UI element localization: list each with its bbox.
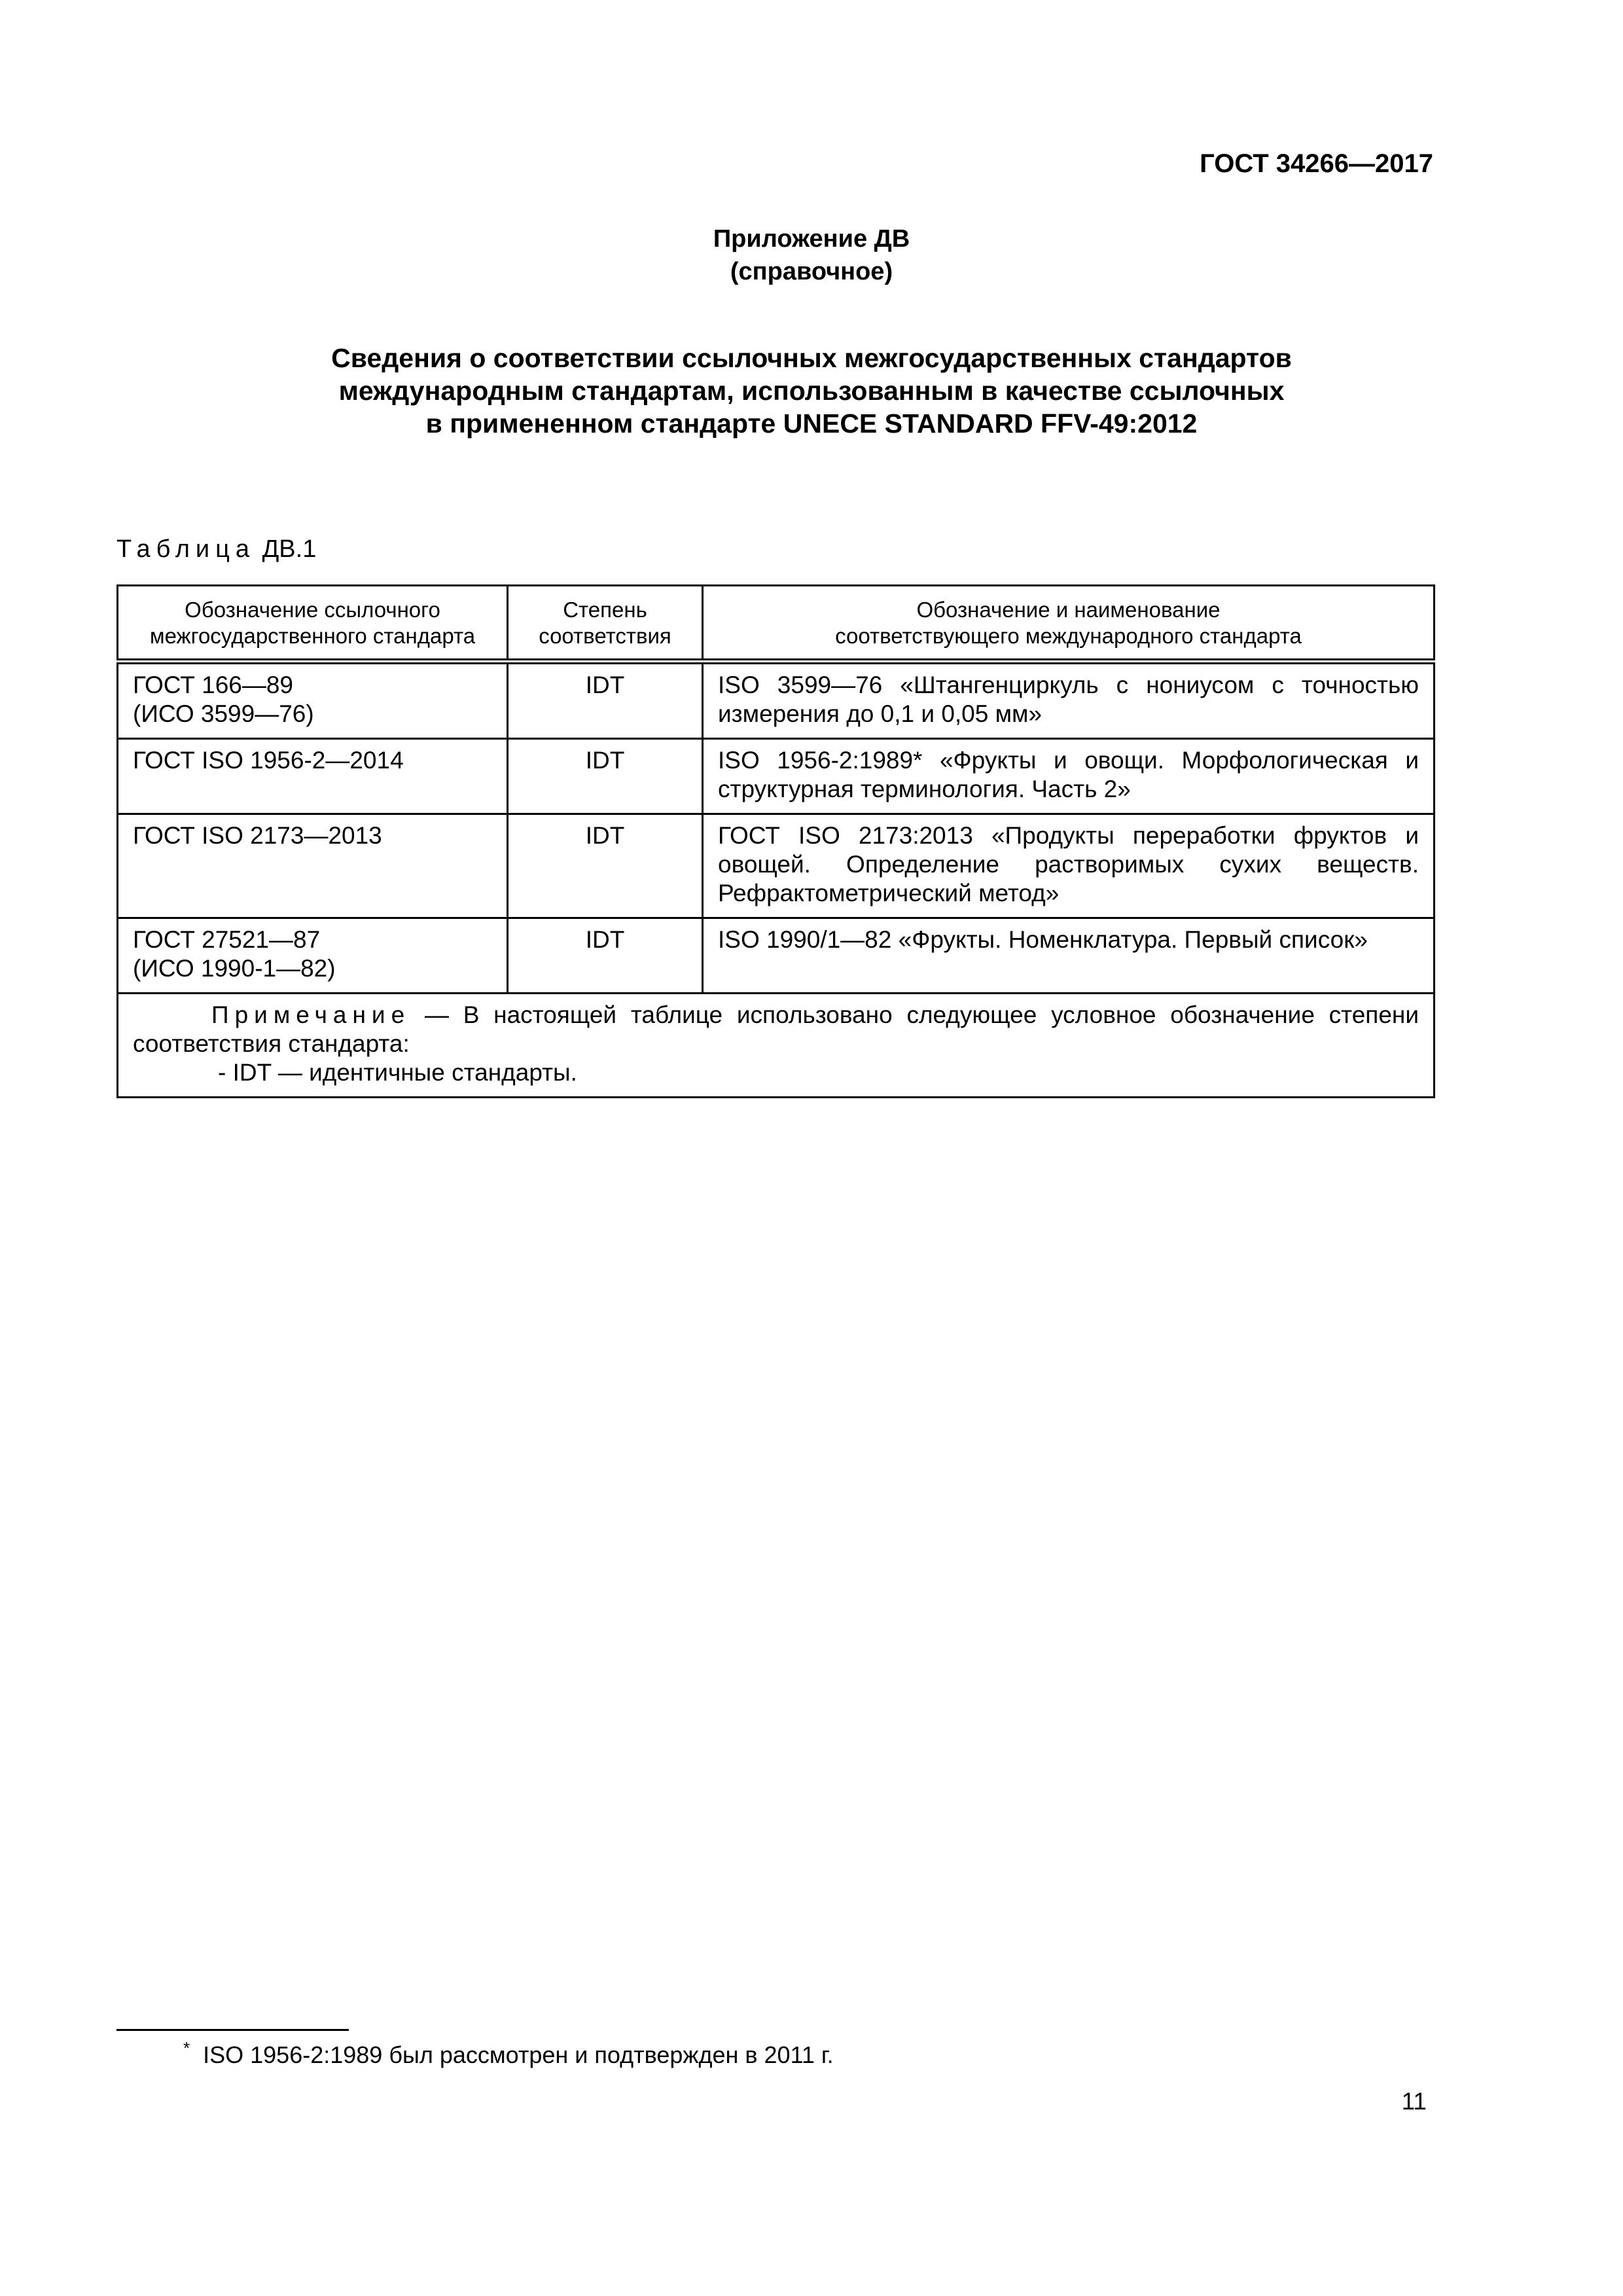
table-row xyxy=(118,739,1435,814)
page-number: 11 xyxy=(1401,2088,1427,2115)
cell-international-standard: ISO 3599—76 «Штангенциркуль с нониусом с точностью измерения до 0,1 и 0,05 мм» xyxy=(703,662,1435,739)
appendix-kind: (справочное) xyxy=(730,258,893,285)
cell-degree: IDT xyxy=(508,662,703,739)
table-note xyxy=(118,994,1435,1098)
title-line-2: международным стандартам, использованным в качестве ссылочных xyxy=(338,376,1285,406)
header-international-standard: Обозначение и наименование соответствующего международного стандарта xyxy=(703,586,1435,662)
header-reference-standard: Обозначение ссылочного межгосударственного стандарта xyxy=(118,586,508,662)
footnote xyxy=(183,2038,834,2069)
note-item: - IDT — идентичные стандарты. xyxy=(218,1059,577,1086)
cell-degree: IDT xyxy=(508,739,703,814)
note-label: Примечание xyxy=(211,1001,411,1028)
appendix-heading xyxy=(0,223,1623,288)
title-line-3: в примененном стандарте UNECE STANDARD FFV-49:2012 xyxy=(425,408,1198,439)
cell-international-standard: ГОСТ ISO 2173:2013 «Продукты переработки фруктов и овощей. Определение растворимых сухих веществ. Рефрактометрический метод» xyxy=(703,814,1435,918)
cell-reference-standard: ГОСТ 166—89 (ИСО 3599—76) xyxy=(118,662,508,739)
title-line-1: Сведения о соответствии ссылочных межгосударственных стандартов xyxy=(331,343,1292,373)
document-code: ГОСТ 34266—2017 xyxy=(1200,149,1433,178)
cell-international-standard: ISO 1990/1—82 «Фрукты. Номенклатура. Первый список» xyxy=(703,918,1435,994)
table-row xyxy=(118,918,1435,994)
table-caption-word: Таблица xyxy=(116,535,255,563)
table-header-row xyxy=(118,586,1435,662)
header-degree: Степень соответствия xyxy=(508,586,703,662)
cell-reference-standard: ГОСТ 27521—87 (ИСО 1990-1—82) xyxy=(118,918,508,994)
footnote-marker: * xyxy=(183,2038,190,2058)
cell-degree: IDT xyxy=(508,814,703,918)
table-row xyxy=(118,662,1435,739)
cell-reference-standard: ГОСТ ISO 2173—2013 xyxy=(118,814,508,918)
section-title xyxy=(0,342,1623,440)
cell-international-standard: ISO 1956-2:1989* «Фрукты и овощи. Морфологическая и структурная терминология. Часть 2» xyxy=(703,739,1435,814)
correspondence-table xyxy=(116,584,1435,1098)
cell-degree: IDT xyxy=(508,918,703,994)
cell-reference-standard: ГОСТ ISO 1956-2—2014 xyxy=(118,739,508,814)
table-note-row xyxy=(118,994,1435,1098)
note-text: — В настоящей таблице использовано следующее условное обозначение степени соответствия стандарта: xyxy=(133,1001,1419,1057)
table-caption xyxy=(116,535,316,564)
footnote-divider xyxy=(116,2029,349,2031)
footnote-text: ISO 1956-2:1989 был рассмотрен и подтвержден в 2011 г. xyxy=(203,2041,834,2068)
table-row xyxy=(118,814,1435,918)
table-caption-number: ДВ.1 xyxy=(262,535,317,563)
appendix-name: Приложение ДВ xyxy=(713,225,910,253)
